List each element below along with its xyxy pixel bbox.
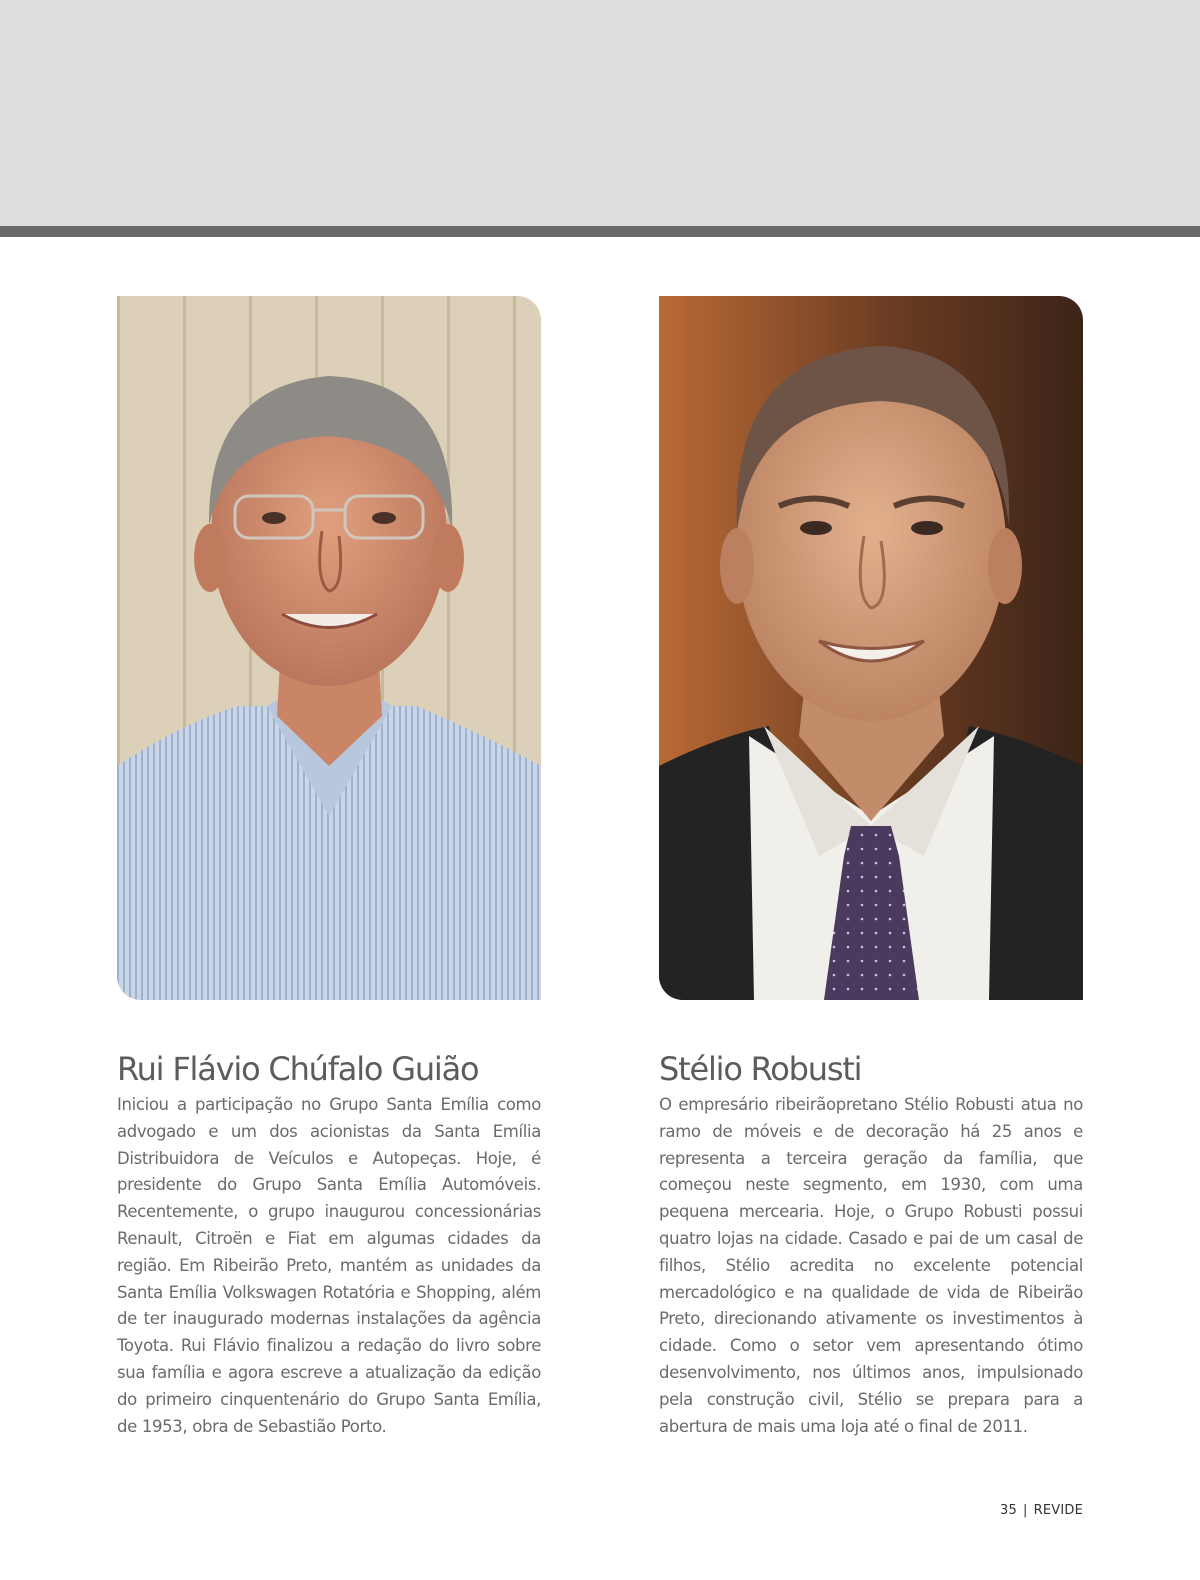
profile-name: Stélio Robusti (659, 1050, 862, 1088)
magazine-name: REVIDE (1033, 1503, 1083, 1518)
page-number: 35 (1000, 1503, 1017, 1518)
page-folio (1000, 1503, 1083, 1518)
profile-rui-flavio (117, 1050, 541, 1440)
portrait-stelio-robusti-image (659, 296, 1083, 1000)
portrait-stelio-robusti (659, 296, 1083, 1000)
profile-bio: O empresário ribeirãopretano Stélio Robusti atua no ramo de móveis e de decoração há 25 anos e representa a terceira geração da família, que começou neste segmento, em 1930, com uma pequena mercearia. Hoje, o Grupo Robusti possui quatro lojas na cidade. Casado e pai de um casal de filhos, Stélio acredita no excelente potencial mercadológico e na qualidade de vida de Ribeirão Preto, direcionando ativamente os investimentos à cidade. Como o setor vem apresentando ótimo desenvolvimento, nos últimos anos, impulsionado pela construção civil, Stélio se prepara para a abertura de mais uma loja até o final de 2011. (659, 1095, 1083, 1436)
profile-stelio-robusti (659, 1050, 1083, 1440)
portrait-rui-flavio (117, 296, 541, 1000)
portrait-rui-flavio-image (117, 296, 541, 1000)
header-band (0, 0, 1200, 226)
profile-name: Rui Flávio Chúfalo Guião (117, 1050, 479, 1088)
folio-separator: | (1023, 1503, 1028, 1518)
header-rule (0, 226, 1200, 237)
profile-bio: Iniciou a participação no Grupo Santa Emília como advogado e um dos acionistas da Santa Emília Distribuidora de Veículos e Autopeças. Hoje, é presidente do Grupo Santa Emília Automóveis. Recentemente, o grupo inaugurou concessionárias Renault, Citroën e Fiat em algumas cidades da região. Em Ribeirão Preto, mantém as unidades da Santa Emília Volkswagen Rotatória e Shopping, além de ter inaugurado modernas instalações da agência Toyota. Rui Flávio finalizou a redação do livro sobre sua família e agora escreve a atualização da edição do primeiro cinquentenário do Grupo Santa Emília, de 1953, obra de Sebastião Porto. (117, 1095, 541, 1436)
